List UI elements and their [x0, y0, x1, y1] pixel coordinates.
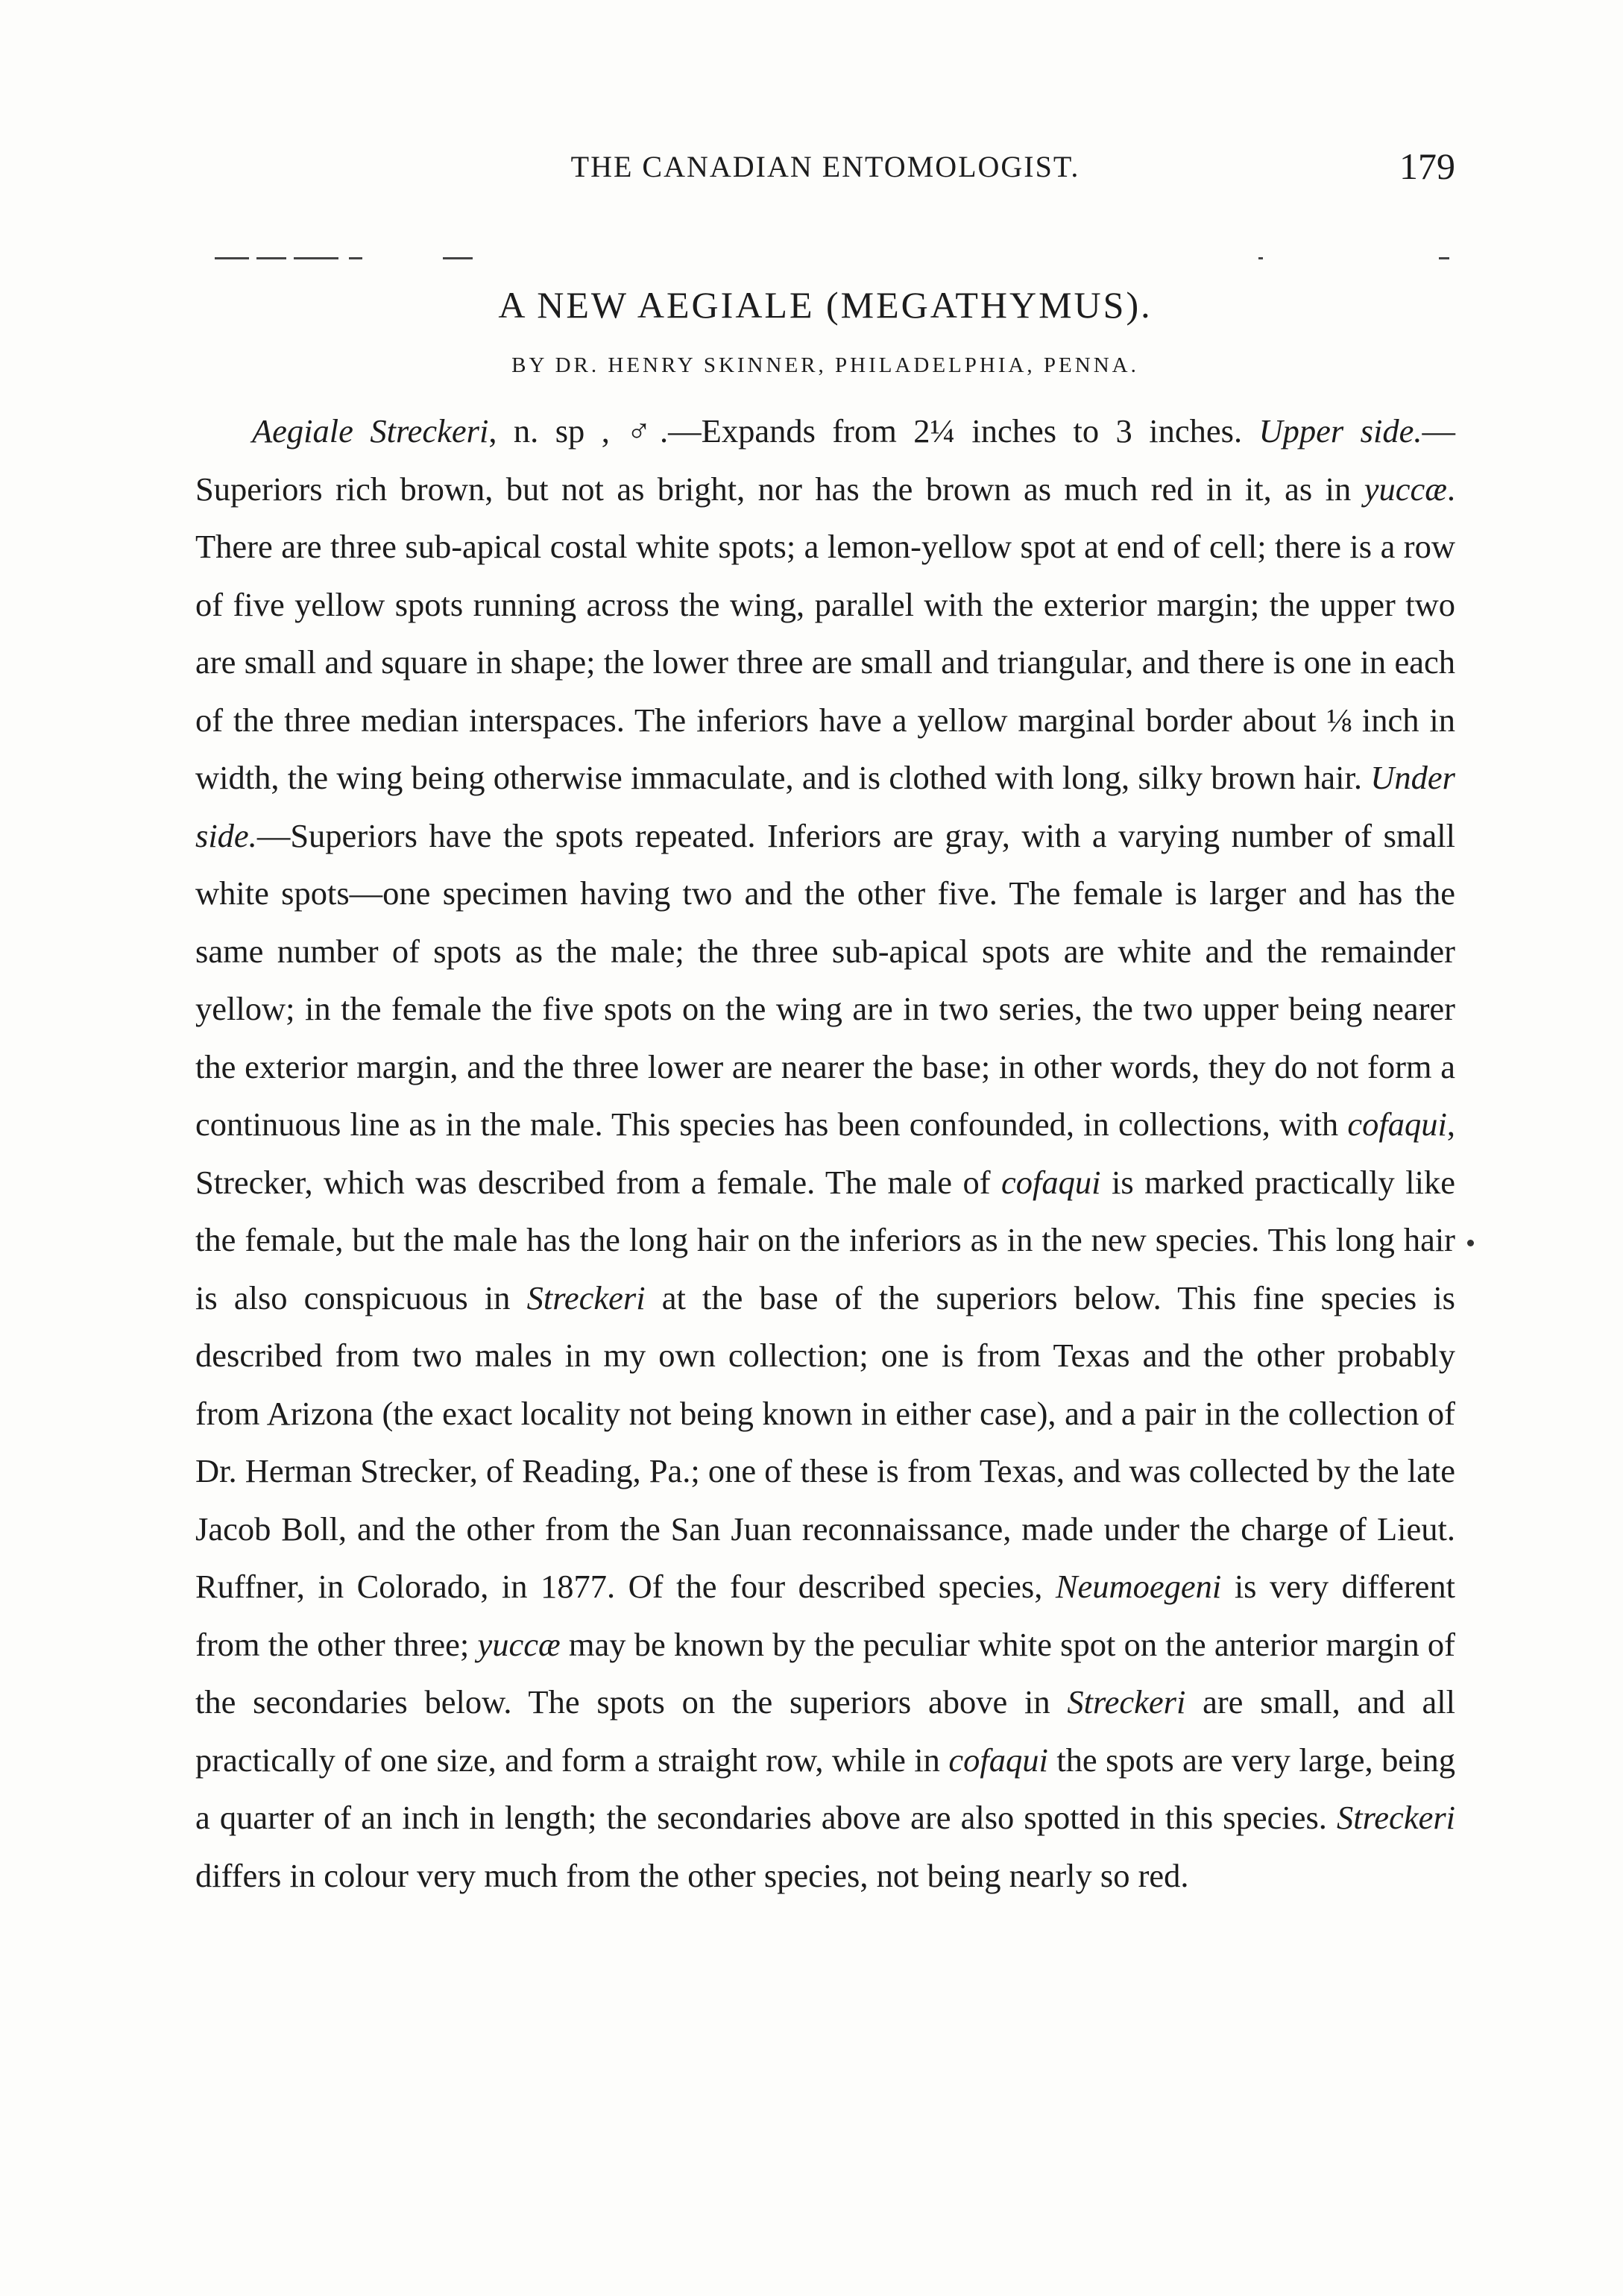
body-text: is marked practically like the female, but the male has the long hair on the inferiors as in the new species. This long hair is also conspicuous in — [195, 1163, 1456, 1316]
body-text: the spots are very large, being a quarter of an inch in length; the secondaries above are also spotted in this species. — [195, 1741, 1455, 1836]
body-text: are small, and all practically of one size, and form a straight row, while in — [195, 1683, 1456, 1779]
species-name: cofaqui — [1347, 1106, 1447, 1143]
species-name: Streckeri — [1337, 1799, 1455, 1836]
species-name: Aegiale Streckeri — [252, 412, 489, 450]
body-text: , n. sp , ♂.—Expands from 2¼ inches to 3 inches. — [488, 412, 1259, 450]
species-name: cofaqui — [948, 1741, 1048, 1779]
rule-fragment — [443, 257, 473, 259]
body-text: —Superiors have the spots repeated. Inferiors are gray, with a varying number of small white spots—one specimen having two and the other five. The female is larger and has the same number of spots as the male; the three sub-apical spots are white and the remainder yellow; in the female the five spots on the wing are in two series, the two upper being nearer the exterior margin, and the three lower are nearer the base; in other words, they do not form a continuous line as in the male. This species has been confounded, in collections, with — [195, 816, 1455, 1143]
article-title: A NEW AEGIALE (MEGATHYMUS). — [498, 284, 1153, 326]
page-number: 179 — [1399, 145, 1455, 187]
species-name: Streckeri — [526, 1278, 646, 1316]
journal-title: THE CANADIAN ENTOMOLOGIST. — [570, 150, 1080, 183]
body-text: —Superiors rich brown, but not as bright, nor has the brown as much red in it, as in — [195, 412, 1455, 508]
rule-fragment — [215, 257, 249, 259]
species-name: yuccæ — [477, 1625, 561, 1663]
body-text: differs in colour very much from the other species, not being nearly so red. — [195, 1856, 1189, 1894]
running-head — [195, 145, 1455, 201]
print-speck — [1467, 1240, 1474, 1246]
rule-fragment — [1258, 257, 1263, 259]
body-text: may be known by the peculiar white spot on the anterior margin of the secondaries below. The spots on the superiors above in — [195, 1625, 1455, 1721]
body-text: , Strecker, which was described from a female. The male of — [195, 1106, 1455, 1201]
species-name: cofaqui — [1001, 1163, 1101, 1201]
rule-fragment — [256, 257, 286, 259]
species-name: yuccæ — [1364, 470, 1447, 508]
body-text: . There are three sub-apical costal white spots; a lemon-yellow spot at end of cell; there is a row of five yellow spots running across the wing, parallel with the exterior margin; the upper two are small and square in shape; the lower three are small and triangular, and there is one in each of the three median interspaces. The inferiors have a yellow marginal border about ⅛ inch in width, the wing being otherwise immaculate, and is clothed with long, silky brown hair. — [195, 470, 1455, 796]
rule-fragment — [294, 257, 338, 259]
species-name: Neumoegeni — [1055, 1568, 1222, 1605]
article-byline: BY DR. HENRY SKINNER, PHILADELPHIA, PENNA. — [511, 353, 1139, 377]
body-text: is very different from the other three; — [195, 1568, 1456, 1663]
rule-fragment — [349, 257, 362, 259]
section-label: Upper side. — [1258, 412, 1422, 450]
body-text: at the base of the superiors below. This fine species is described from two males in my own collection; one is from Texas and the other probably from Arizona (the exact locality not being known in either case), and a pair in the collection of Dr. Herman Strecker, of Reading, Pa.; one of these is from Texas, and was collected by the late Jacob Boll, and the other from the San Juan reconnaissance, made under the charge of Lieut. Ruffner, in Colorado, in 1877. Of the four described species, — [195, 1278, 1455, 1605]
article-body — [195, 403, 1455, 1905]
species-name: Streckeri — [1067, 1683, 1186, 1721]
section-label: Under side. — [195, 759, 1455, 854]
rule-fragment — [1439, 257, 1449, 259]
